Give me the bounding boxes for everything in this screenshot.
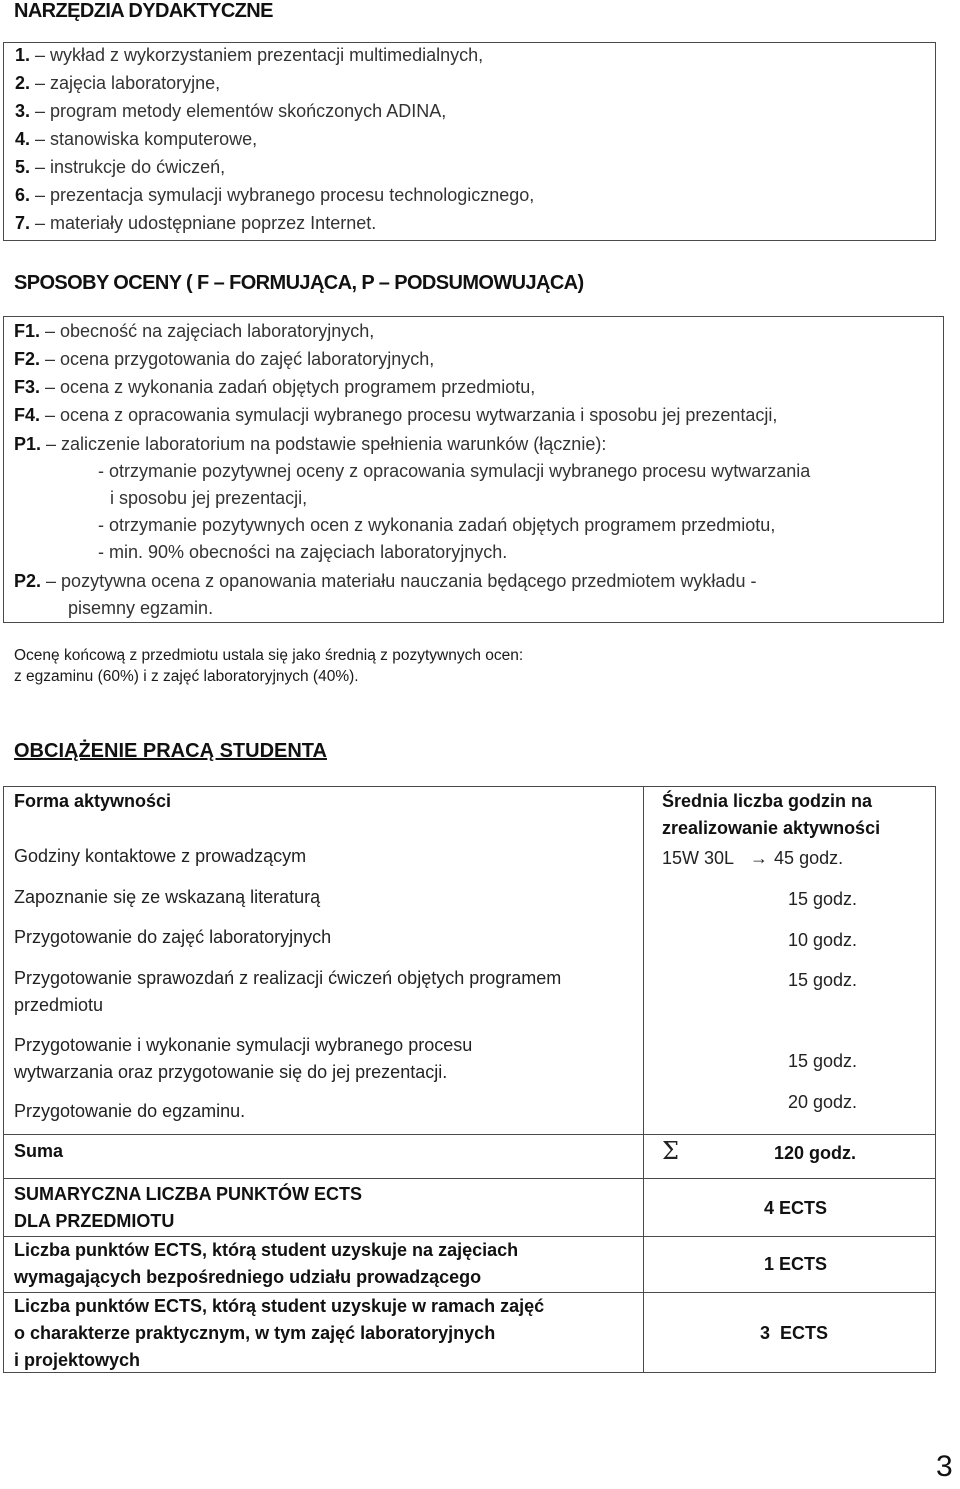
row-label: Przygotowanie i wykonanie symulacji wybranego procesu <box>14 1035 473 1055</box>
row-value: 15 godz. <box>788 889 858 909</box>
tools-item: 5. – instrukcje do ćwiczeń, <box>15 157 226 177</box>
ects-label: DLA PRZEDMIOTU <box>14 1211 175 1231</box>
final-note-line: Ocenę końcową z przedmiotu ustala się jako średnią z pozytywnych ocen: <box>14 647 524 664</box>
ects-value: 3 ECTS <box>760 1323 829 1343</box>
sum-value: 120 godz. <box>774 1143 857 1163</box>
header-activity: Forma aktywności <box>14 791 172 811</box>
row-label: Zapoznanie się ze wskazaną literaturą <box>14 887 321 907</box>
row-label: Przygotowanie do egzaminu. <box>14 1101 246 1121</box>
tools-item: 3. – program metody elementów skończonych ADINA, <box>15 101 447 121</box>
row-label: Przygotowanie sprawozdań z realizacji ćwiczeń objętych programem <box>14 968 562 988</box>
assessment-item: F3. – ocena z wykonania zadań objętych programem przedmiotu, <box>14 377 536 397</box>
ects-label: i projektowych <box>14 1350 141 1370</box>
ects-label: SUMARYCZNA LICZBA PUNKTÓW ECTS <box>14 1184 362 1204</box>
page-number: 3 <box>936 1450 953 1483</box>
assessment-title: SPOSOBY OCENY ( F – FORMUJĄCA, P – PODSUMOWUJĄCA) <box>14 272 584 294</box>
ects-value: 4 ECTS <box>764 1198 828 1218</box>
sum-label: Suma <box>14 1141 64 1161</box>
tools-item: 6. – prezentacja symulacji wybranego procesu technologicznego, <box>15 185 535 205</box>
row-label: wytwarzania oraz przygotowanie się do jej prezentacji. <box>14 1062 448 1082</box>
assessment-p2: P2. – pozytywna ocena z opanowania materiału nauczania będącego przedmiotem wykładu - <box>14 571 757 591</box>
assessment-item: F2. – ocena przygotowania do zajęć laboratoryjnych, <box>14 349 435 369</box>
assessment-p1-condition: - otrzymanie pozytywnych ocen z wykonania zadań objętych programem przedmiotu, <box>98 515 776 535</box>
row-label: Przygotowanie do zajęć laboratoryjnych <box>14 927 332 947</box>
row-divider <box>3 1134 936 1135</box>
ects-label: Liczba punktów ECTS, którą student uzyskuje na zajęciach <box>14 1240 519 1260</box>
ects-label: Liczba punktów ECTS, którą student uzyskuje w ramach zajęć <box>14 1296 545 1316</box>
assessment-p2-cont: pisemny egzamin. <box>68 598 214 618</box>
row-label: Godziny kontaktowe z prowadzącym <box>14 846 307 866</box>
row-value: 20 godz. <box>788 1092 858 1112</box>
tools-item: 2. – zajęcia laboratoryjne, <box>15 73 221 93</box>
ects-label: o charakterze praktycznym, w tym zajęć laboratoryjnych <box>14 1323 496 1343</box>
row-value: 15 godz. <box>788 970 858 990</box>
assessment-p1-condition: - otrzymanie pozytywnej oceny z opracowania symulacji wybranego procesu wytwarzania <box>98 461 811 481</box>
assessment-box <box>3 316 944 623</box>
header-hours: zrealizowanie aktywności <box>662 818 881 838</box>
assessment-item: F1. – obecność na zajęciach laboratoryjnych, <box>14 321 375 341</box>
sum-icon: Σ <box>662 1137 679 1165</box>
row-divider <box>3 1178 936 1179</box>
tools-title: NARZĘDZIA DYDAKTYCZNE <box>14 0 273 22</box>
tools-item: 1. – wykład z wykorzystaniem prezentacji multimedialnych, <box>15 45 484 65</box>
tools-item: 4. – stanowiska komputerowe, <box>15 129 258 149</box>
assessment-p1: P1. – zaliczenie laboratorium na podstawie spełnienia warunków (łącznie): <box>14 434 607 454</box>
row-value: 10 godz. <box>788 930 858 950</box>
arrow-icon: → <box>750 848 769 868</box>
header-hours: Średnia liczba godzin na <box>662 791 873 811</box>
assessment-p1-condition: i sposobu jej prezentacji, <box>110 488 308 508</box>
row-label: przedmiotu <box>14 995 104 1015</box>
assessment-p1-condition: - min. 90% obecności na zajęciach laboratoryjnych. <box>98 542 508 562</box>
ects-label: wymagających bezpośredniego udziału prowadzącego <box>14 1267 482 1287</box>
row-value: 15 godz. <box>788 1051 858 1071</box>
tools-item: 7. – materiały udostępniane poprzez Internet. <box>15 213 377 233</box>
final-note-line: z egzaminu (60%) i z zajęć laboratoryjnych (40%). <box>14 668 359 685</box>
assessment-item: F4. – ocena z opracowania symulacji wybranego procesu wytwarzania i sposobu jej prezentacji, <box>14 405 778 425</box>
ects-value: 1 ECTS <box>764 1254 828 1274</box>
column-divider <box>643 786 644 1373</box>
workload-title: OBCIĄŻENIE PRACĄ STUDENTA <box>14 740 327 762</box>
row-value: 15W 30L → 45 godz. <box>662 848 844 868</box>
tools-box <box>3 42 936 241</box>
